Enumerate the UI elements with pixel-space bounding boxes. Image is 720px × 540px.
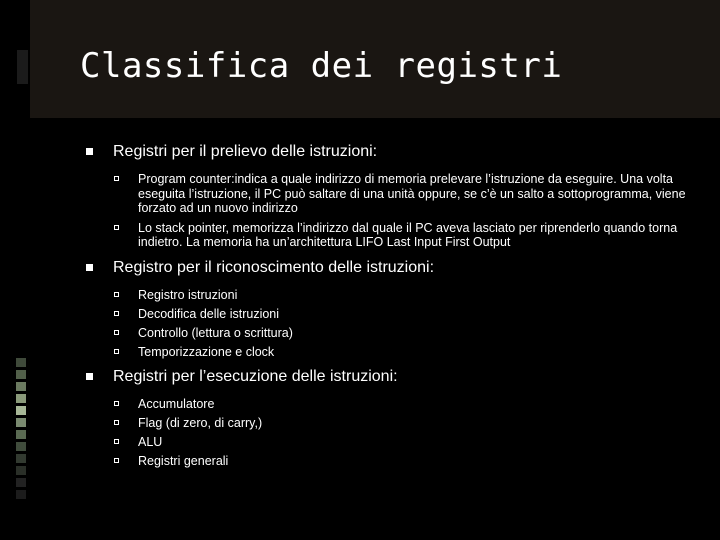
- section-heading: [86, 258, 686, 278]
- list-item-text: Registri generali: [138, 454, 229, 468]
- side-decoration: [16, 358, 26, 502]
- hollow-square-bullet-icon: [114, 225, 119, 230]
- side-mark: [16, 358, 26, 367]
- side-mark: [16, 442, 26, 451]
- list-item: [86, 454, 686, 469]
- hollow-square-bullet-icon: [114, 176, 119, 181]
- hollow-square-bullet-icon: [114, 349, 119, 354]
- list-item: [86, 397, 686, 412]
- sub-list: [86, 172, 686, 250]
- list-item-text: Temporizzazione e clock: [138, 344, 275, 359]
- section-heading: [86, 142, 686, 162]
- section-heading-text: Registro per il riconoscimento delle istruzioni:: [113, 258, 435, 276]
- hollow-square-bullet-icon: [114, 401, 119, 406]
- side-mark: [16, 430, 26, 439]
- list-item-text: Accumulatore: [138, 397, 215, 411]
- list-item-text: Program counter:indica a quale indirizzo di memoria prelevare l’istruzione da eseguire. Una volta eseguita l’istruzione, il PC può saltare di una unità oppure, se c’è un salto a sottoprogramma, viene forzato ad un nuovo indirizzo: [138, 172, 686, 215]
- side-mark: [16, 418, 26, 427]
- list-item: [86, 307, 686, 322]
- side-mark: [16, 478, 26, 487]
- square-bullet-icon: [86, 148, 93, 155]
- list-item: [86, 326, 686, 341]
- title-accent-bar: [17, 50, 28, 84]
- list-item-text: Lo stack pointer, memorizza l’indirizzo dal quale il PC aveva lasciato per riprenderlo quando torna indietro. La memoria ha un’architettura LIFO Last Input First Output: [138, 220, 678, 249]
- hollow-square-bullet-icon: [114, 311, 119, 316]
- slide-content: [86, 142, 686, 477]
- list-item-text: ALU: [138, 435, 163, 449]
- section-heading-text: Registri per l’esecuzione delle istruzioni:: [113, 368, 398, 385]
- square-bullet-icon: [86, 373, 93, 380]
- list-item-text: Registro istruzioni: [138, 287, 238, 302]
- sub-list: [86, 397, 686, 469]
- slide-title: Classifica dei registri: [80, 46, 563, 86]
- hollow-square-bullet-icon: [114, 292, 119, 297]
- side-mark: [16, 394, 26, 403]
- section-heading: [86, 367, 686, 387]
- hollow-square-bullet-icon: [114, 330, 119, 335]
- list-item: [86, 416, 686, 431]
- sub-list: [86, 288, 686, 360]
- section-heading-text: Registri per il prelievo delle istruzioni:: [113, 143, 378, 160]
- hollow-square-bullet-icon: [114, 439, 119, 444]
- side-mark: [16, 490, 26, 499]
- hollow-square-bullet-icon: [114, 420, 119, 425]
- list-item: [86, 435, 686, 450]
- list-item-text: Decodifica delle istruzioni: [138, 306, 280, 321]
- list-item-text: Controllo (lettura o scrittura): [138, 325, 293, 340]
- list-item: [86, 345, 686, 360]
- side-mark: [16, 454, 26, 463]
- side-mark: [16, 382, 26, 391]
- list-item: [86, 221, 686, 250]
- side-mark: [16, 370, 26, 379]
- hollow-square-bullet-icon: [114, 458, 119, 463]
- square-bullet-icon: [86, 264, 93, 271]
- list-item-text: Flag (di zero, di carry,): [138, 416, 263, 430]
- list-item: [86, 172, 686, 216]
- side-mark: [16, 406, 26, 415]
- list-item: [86, 288, 686, 303]
- side-mark: [16, 466, 26, 475]
